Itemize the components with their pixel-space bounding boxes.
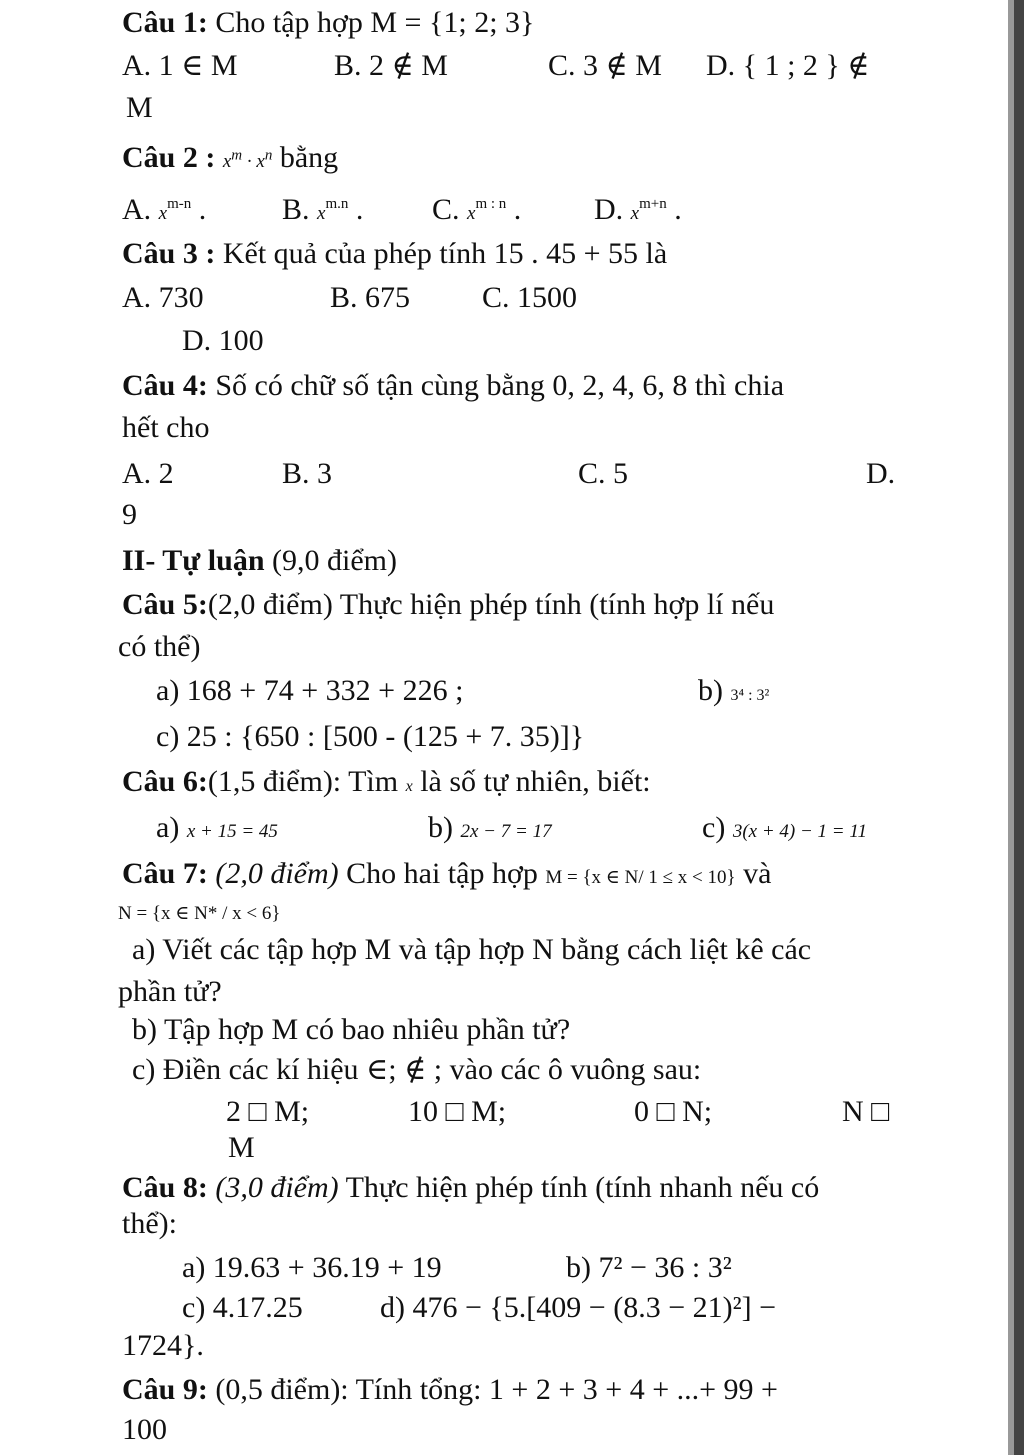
q9-text-cont: 100 bbox=[122, 1413, 167, 1446]
q1-label: Câu 1: bbox=[122, 6, 208, 39]
q1-option-a: A. 1 ∈ M bbox=[122, 49, 238, 82]
q7-part-c: c) Điền các kí hiệu ∈; ∉ ; vào các ô vuông sau: bbox=[132, 1053, 702, 1086]
section-title: II- Tự luận (9,0 điểm) bbox=[122, 544, 397, 577]
q1-option-d-cont: M bbox=[126, 91, 153, 124]
q3-option-d: D. 100 bbox=[182, 324, 264, 357]
q3-option-b: B. 675 bbox=[330, 281, 411, 314]
q2-option-c: C. $x^{m : n}$ . bbox=[432, 193, 522, 226]
q4-text-cont: hết cho bbox=[122, 411, 210, 444]
q4-label: Câu 4: bbox=[122, 369, 208, 402]
q7-part-a: a) Viết các tập hợp M và tập hợp N bằng cách liệt kê các bbox=[132, 933, 812, 966]
q7-part-b: b) Tập hợp M có bao nhiêu phần tử? bbox=[132, 1013, 571, 1046]
q2-line bbox=[122, 140, 338, 180]
q8-part-a: a) 19.63 + 36.19 + 19 bbox=[182, 1251, 442, 1284]
fill-box-4-cont: M bbox=[228, 1131, 255, 1164]
q1-option-d: D. { 1 ; 2 } ∉ bbox=[706, 49, 870, 82]
q5-part-c: c) 25 : {650 : [500 - (125 + 7. 35)]} bbox=[156, 720, 585, 753]
q2-option-a: A. $x^{m-n}$ . bbox=[122, 193, 207, 226]
q2-label: Câu 2 : bbox=[122, 141, 216, 174]
q9-label: Câu 9: bbox=[122, 1373, 208, 1406]
q2-text: bằng bbox=[279, 141, 339, 174]
q5-line bbox=[122, 587, 774, 623]
q6-label: Câu 6: bbox=[122, 765, 208, 798]
q4-option-a: A. 2 bbox=[122, 457, 174, 490]
set-m-definition: M = {x ∈ N/ 1 ≤ x < 10} bbox=[545, 867, 736, 888]
q8-line: Câu 8: (3,0 điểm) Thực hiện phép tính (tính nhanh nếu có bbox=[122, 1171, 820, 1204]
q5-part-b: b) 3⁴ : 3² bbox=[698, 674, 770, 707]
q2-option-b: B. $x^{m.n}$ . bbox=[282, 193, 364, 226]
q6-part-c: c) 3(x + 4) − 1 = 11 bbox=[702, 811, 867, 844]
q3-line bbox=[122, 236, 667, 272]
q5-text-cont: có thể) bbox=[118, 630, 201, 663]
q4-text: Số có chữ số tận cùng bằng 0, 2, 4, 6, 8 thì chia bbox=[215, 369, 785, 402]
q1-text: Cho tập hợp M = {1; 2; 3} bbox=[215, 6, 535, 39]
q7-line: Câu 7: (2,0 điểm) Cho hai tập hợp M = {x ∈ N/ 1 ≤ x < 10} và bbox=[122, 857, 772, 890]
fill-box-2: 10 □ M; bbox=[408, 1095, 507, 1128]
q4-option-c: C. 5 bbox=[578, 457, 629, 490]
q6-part-a: a) x + 15 = 45 bbox=[156, 811, 278, 844]
q7-part-a-cont: phần tử? bbox=[118, 975, 222, 1008]
q2-expr: $x^m \cdot x^n$ bbox=[222, 147, 273, 172]
q9-text: (0,5 điểm): Tính tổng: 1 + 2 + 3 + 4 + ...+ 99 + bbox=[215, 1373, 778, 1406]
fill-box-3: 0 □ N; bbox=[634, 1095, 713, 1128]
q2-option-d: D. $x^{m+n}$ . bbox=[594, 193, 682, 226]
q3-option-a: A. 730 bbox=[122, 281, 204, 314]
q8-part-d: d) 476 − {5.[409 − (8.3 − 21)²] − bbox=[380, 1291, 777, 1324]
q6-part-b: b) 2x − 7 = 17 bbox=[428, 811, 552, 844]
q6-line: Câu 6:(1,5 điểm): Tìm x là số tự nhiên, biết: bbox=[122, 765, 651, 798]
q5-text: (2,0 điểm) Thực hiện phép tính (tính hợp lí nếu bbox=[207, 588, 775, 621]
q8-text-cont: thể): bbox=[122, 1207, 177, 1240]
q7-label: Câu 7: bbox=[122, 857, 208, 890]
q8-part-c: c) 4.17.25 bbox=[182, 1291, 303, 1324]
q3-option-c: C. 1500 bbox=[482, 281, 578, 314]
q8-part-d-cont: 1724}. bbox=[122, 1329, 204, 1362]
fill-box-1: 2 □ M; bbox=[226, 1095, 310, 1128]
q8-part-b: b) 7² − 36 : 3² bbox=[566, 1251, 732, 1284]
q4-option-d: D. bbox=[866, 457, 896, 490]
q9-line bbox=[122, 1372, 778, 1408]
fill-box-4: N □ bbox=[842, 1095, 890, 1128]
q3-text: Kết quả của phép tính 15 . 45 + 55 là bbox=[222, 237, 668, 270]
set-n-definition: N = {x ∈ N* / x < 6} bbox=[118, 903, 281, 924]
q3-label: Câu 3 : bbox=[122, 237, 216, 270]
q5-part-a: a) 168 + 74 + 332 + 226 ; bbox=[156, 674, 464, 707]
q4-line bbox=[122, 368, 784, 404]
q1-option-c: C. 3 ∉ M bbox=[548, 49, 662, 82]
q4-option-b: B. 3 bbox=[282, 457, 333, 490]
q1-line bbox=[122, 5, 534, 41]
q4-option-d-cont: 9 bbox=[122, 498, 137, 531]
q8-label: Câu 8: bbox=[122, 1171, 208, 1204]
q5-label: Câu 5: bbox=[122, 588, 208, 621]
q1-option-b: B. 2 ∉ M bbox=[334, 49, 448, 82]
page-edge bbox=[1014, 0, 1024, 1455]
